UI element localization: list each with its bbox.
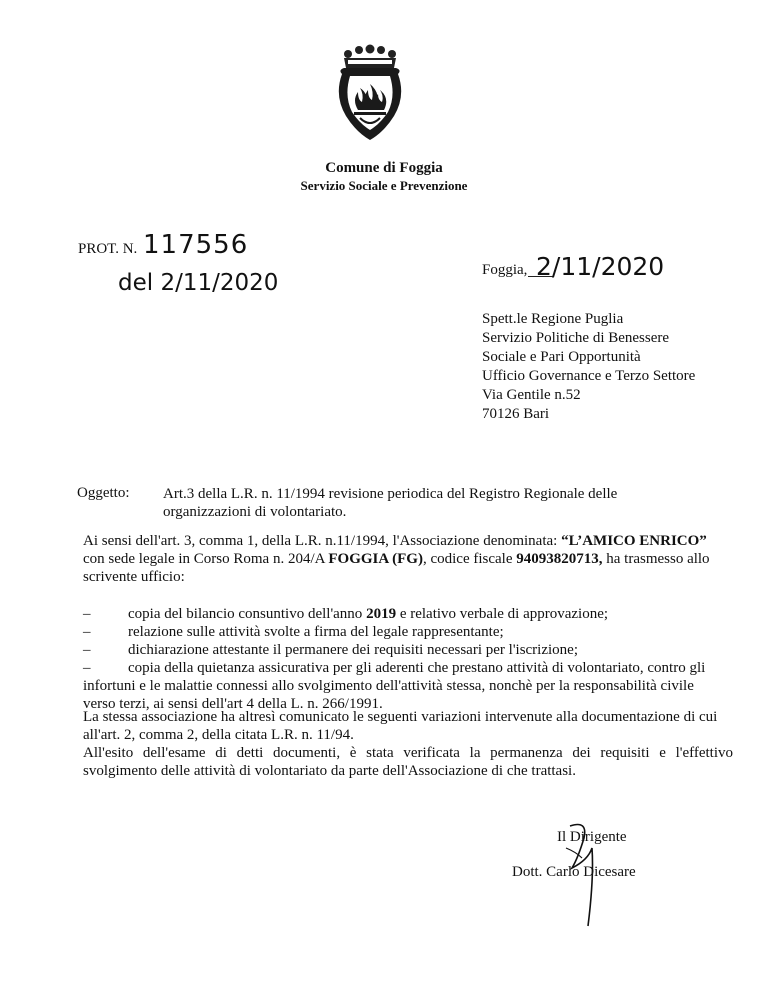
- recipient-line: Servizio Politiche di Benessere: [482, 330, 670, 346]
- list-dash: –: [83, 606, 91, 622]
- signatory-name: Dott. Carlo Dicesare: [512, 864, 636, 880]
- list-item-text: copia del bilancio consuntivo dell'anno: [128, 606, 367, 622]
- body-text: Ai sensi dell'art. 3, comma 1, della L.R. n.11/1994, l'Associazione denominata:: [83, 533, 562, 549]
- association-name: “L’AMICO ENRICO”: [561, 533, 707, 549]
- handwritten-signature: [548, 818, 618, 928]
- body-text: scrivente ufficio:: [83, 569, 185, 585]
- closing-text: La stessa associazione ha altresì comunicato le seguenti variazioni intervenute alla documentazione di cui: [83, 709, 718, 725]
- body-text: con sede legale in Corso Roma n. 204/A: [83, 551, 329, 567]
- protocol-label: PROT. N.: [78, 241, 138, 257]
- list-dash: –: [83, 624, 91, 640]
- list-item: [83, 641, 733, 659]
- body-text: , codice fiscale: [422, 551, 517, 567]
- recipient-line: 70126 Bari: [482, 406, 550, 422]
- body-text: ha trasmesso allo: [602, 551, 710, 567]
- association-city: FOGGIA (FG): [328, 551, 423, 567]
- list-item: [83, 605, 733, 623]
- subject-text: [163, 485, 683, 521]
- subject-line: Art.3 della L.R. n. 11/1994 revisione periodica del Registro Regionale delle: [163, 486, 618, 502]
- letter-date: 2/11/2020: [536, 252, 665, 281]
- list-item: [83, 659, 733, 677]
- recipient-line: Via Gentile n.52: [482, 387, 581, 403]
- tax-code: 94093820713,: [516, 551, 603, 567]
- list-item-continuation: verso terzi, ai sensi dell'art 4 della L. n. 266/1991.: [83, 696, 383, 712]
- list-item-text: e relativo verbale di approvazione;: [396, 606, 609, 622]
- list-dash: –: [83, 660, 91, 676]
- recipient-line: Ufficio Governance e Terzo Settore: [482, 368, 696, 384]
- list-item-text: dichiarazione attestante il permanere dei requisiti necessari per l'iscrizione;: [128, 642, 578, 658]
- signatory-role: Il Dirigente: [557, 829, 627, 845]
- body-paragraph: [83, 532, 733, 586]
- list-item-text: copia della quietanza assicurativa per gli aderenti che prestano attività di volontariato, contro gli: [128, 660, 706, 676]
- municipality-name: Comune di Foggia: [325, 160, 443, 176]
- place-label: Foggia,: [482, 262, 528, 278]
- closing-paragraphs: [83, 708, 733, 780]
- recipient-address: [482, 310, 695, 424]
- closing-text: All'esito dell'esame di detti documenti, è stata verificata la permanenza dei requisiti e l'effettivo svolgimento delle attività di volontariato da parte dell'Associazione di che trattasi.: [83, 745, 733, 779]
- recipient-line: Spett.le Regione Puglia: [482, 311, 624, 327]
- list-item-continuation: infortuni e le malattie connessi allo svolgimento dell'attività stessa, nonchè per la responsabilità civile: [83, 678, 694, 694]
- list-item: [83, 623, 733, 641]
- list-item-text: relazione sulle attività svolte a firma del legale rappresentante;: [128, 624, 504, 640]
- protocol-date: del 2/11/2020: [118, 270, 279, 296]
- list-dash: –: [83, 642, 91, 658]
- subject-line: organizzazioni di volontariato.: [163, 504, 347, 520]
- subject-label: Oggetto:: [77, 485, 130, 501]
- recipient-line: Sociale e Pari Opportunità: [482, 349, 641, 365]
- service-name: Servizio Sociale e Prevenzione: [300, 178, 468, 193]
- closing-text: all'art. 2, comma 2, della citata L.R. n. 11/94.: [83, 727, 354, 743]
- protocol-number: 117556: [143, 230, 249, 260]
- report-year: 2019: [366, 606, 397, 622]
- documents-list: [83, 605, 733, 713]
- city-crest-icon: [336, 44, 404, 142]
